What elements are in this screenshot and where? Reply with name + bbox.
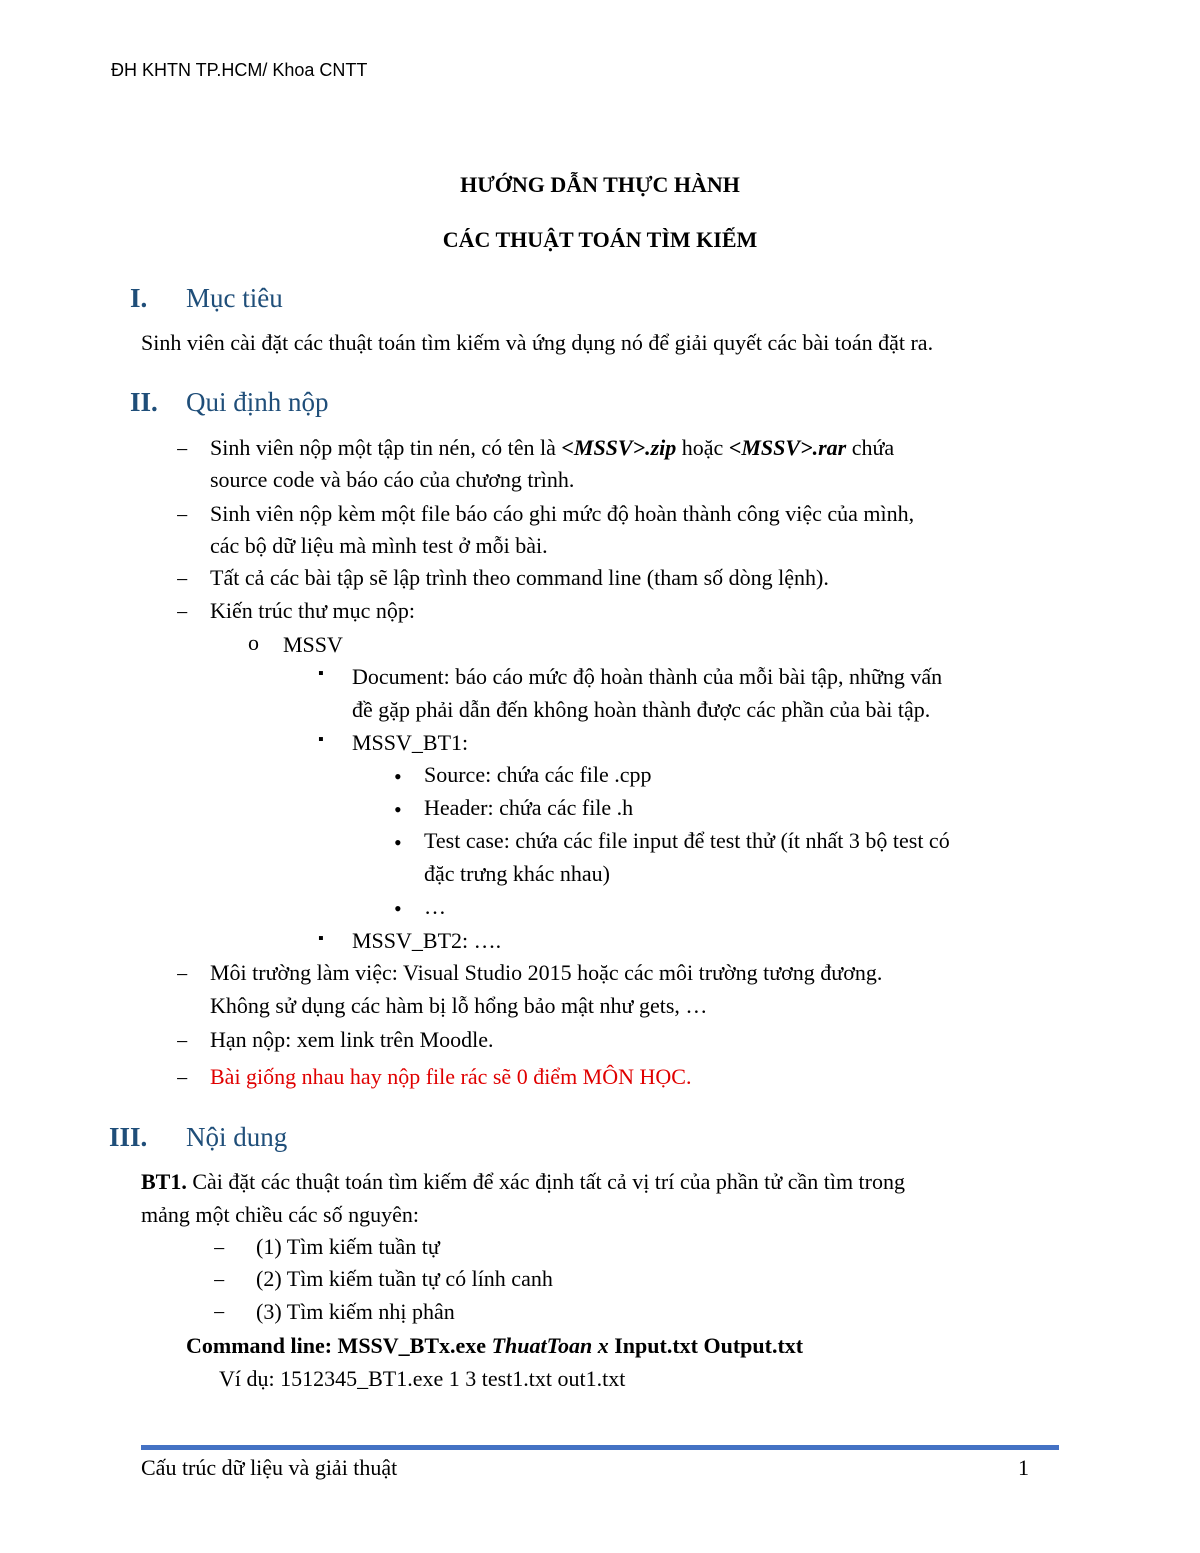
section-3-number: III.: [109, 1122, 148, 1152]
doc-title-line1: HƯỚNG DẪN THỰC HÀNH: [460, 172, 740, 197]
list-item-report: Sinh viên nộp kèm một file báo cáo ghi mức độ hoàn thành công việc của mình,: [210, 501, 915, 526]
option-linear-search: (1) Tìm kiếm tuần tự: [256, 1234, 440, 1259]
folder-document: Document: báo cáo mức độ hoàn thành của mỗi bài tập, những vấn: [352, 664, 943, 689]
text: hoặc: [676, 435, 729, 460]
algorithm-arg: ThuatToan x: [491, 1333, 609, 1358]
dash-bullet: −: [176, 600, 189, 625]
circle-bullet: o: [248, 630, 259, 655]
list-item-continuation: mảng một chiều các số nguyên:: [141, 1202, 419, 1227]
folder-ellipsis: …: [424, 894, 446, 919]
folder-bt2: MSSV_BT2: ….: [352, 928, 502, 953]
command-example: Ví dụ: 1512345_BT1.exe 1 3 test1.txt out1.txt: [219, 1366, 626, 1391]
list-item-submit-archive: [210, 435, 894, 461]
dot-bullet: •: [394, 896, 402, 921]
section-2-number: II.: [130, 387, 158, 417]
dash-bullet: −: [176, 503, 189, 528]
dash-bullet: −: [176, 567, 189, 592]
dot-bullet: •: [394, 764, 402, 789]
page-header: ĐH KHTN TP.HCM/ Khoa CNTT: [111, 60, 368, 80]
list-item-continuation: đặc trưng khác nhau): [424, 861, 611, 886]
list-item-environment: Môi trường làm việc: Visual Studio 2015 hoặc các môi trường tương đương.: [210, 960, 883, 985]
list-item-warning: Bài giống nhau hay nộp file rác sẽ 0 điểm MÔN HỌC.: [210, 1064, 692, 1089]
folder-test-case: Test case: chứa các file input để test thử (ít nhất 3 bộ test có: [424, 828, 950, 853]
folder-mssv: MSSV: [283, 632, 343, 657]
square-bullet: ▪: [318, 731, 324, 748]
list-item-folder-structure: Kiến trúc thư mục nộp:: [210, 598, 415, 623]
rar-name: <MSSV>.rar: [728, 435, 847, 460]
section-1-text: Sinh viên cài đặt các thuật toán tìm kiếm và ứng dụng nó để giải quyết các bài toán đặt ra.: [141, 330, 934, 355]
dash-bullet: −: [176, 1029, 189, 1054]
dash-bullet: −: [176, 962, 189, 987]
exercise-bt1: [141, 1169, 905, 1195]
text: Sinh viên nộp một tập tin nén, có tên là: [210, 435, 562, 460]
dash-bullet: −: [213, 1236, 226, 1261]
section-1-label: Mục tiêu: [186, 283, 283, 313]
dot-bullet: •: [394, 797, 402, 822]
section-3-label: Nội dung: [186, 1122, 288, 1152]
square-bullet: ▪: [318, 665, 324, 682]
list-item-command-line: Tất cả các bài tập sẽ lập trình theo command line (tham số dòng lệnh).: [210, 565, 829, 590]
dot-bullet: •: [394, 830, 402, 855]
text: Cài đặt các thuật toán tìm kiếm để xác định tất cả vị trí của phần tử cần tìm trong: [186, 1169, 905, 1194]
folder-source: Source: chứa các file .cpp: [424, 762, 652, 787]
text: chứa: [846, 435, 895, 460]
option-binary-search: (3) Tìm kiếm nhị phân: [256, 1299, 455, 1324]
section-3-heading: [109, 1122, 287, 1153]
square-bullet: ▪: [318, 930, 324, 947]
footer-rule: [141, 1445, 1059, 1450]
list-item-continuation: đề gặp phải dẫn đến không hoàn thành được các phần của bài tập.: [352, 697, 931, 722]
zip-name: <MSSV>.zip: [561, 435, 677, 460]
list-item-deadline: Hạn nộp: xem link trên Moodle.: [210, 1027, 494, 1052]
section-1-heading: [130, 283, 283, 314]
dash-bullet: −: [176, 437, 189, 462]
option-sentinel-search: (2) Tìm kiếm tuần tự có lính canh: [256, 1266, 553, 1291]
command-line-format: [186, 1333, 803, 1359]
section-2-heading: [130, 387, 329, 418]
list-item-continuation: source code và báo cáo của chương trình.: [210, 467, 575, 492]
text: Input.txt Output.txt: [608, 1333, 804, 1358]
list-item-continuation: các bộ dữ liệu mà mình test ở mỗi bài.: [210, 533, 548, 558]
dash-bullet: −: [176, 1066, 189, 1091]
section-1-number: I.: [130, 283, 148, 313]
exercise-label: BT1.: [141, 1169, 187, 1194]
footer-course-name: Cấu trúc dữ liệu và giải thuật: [141, 1455, 398, 1480]
page-number: 1: [1018, 1455, 1029, 1480]
doc-title-line2: CÁC THUẬT TOÁN TÌM KIẾM: [442, 227, 758, 252]
text: Command line: MSSV_BTx.exe: [186, 1333, 492, 1358]
dash-bullet: −: [213, 1300, 226, 1325]
folder-bt1: MSSV_BT1:: [352, 730, 469, 755]
folder-header: Header: chứa các file .h: [424, 795, 634, 820]
list-item-continuation: Không sử dụng các hàm bị lỗ hổng bảo mật như gets, …: [210, 993, 708, 1018]
section-2-label: Qui định nộp: [186, 387, 329, 417]
dash-bullet: −: [213, 1268, 226, 1293]
